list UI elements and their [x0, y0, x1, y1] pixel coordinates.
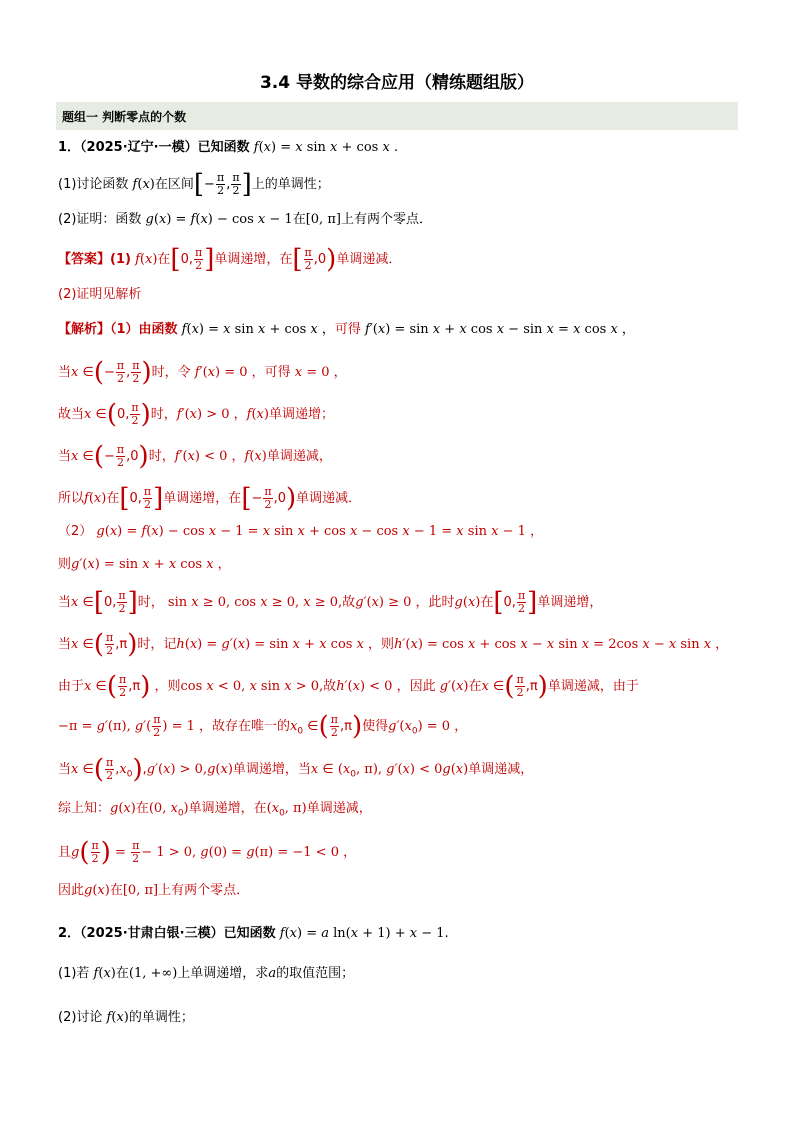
solution-line-15: 因此g(x)在[0, π]上有两个零点． [58, 883, 250, 898]
solution-line-11: −π = g′(π), g′( $\frac{\pi}{2}$ ) = 1 ，故存在唯一的$x_0$ ∈( $\frac{\pi}{2}$ ,π)使得$g'(x_0) = 0$ ， [58, 711, 468, 742]
problem-1-part-2: (2)证明：函数 g(x) = f(x) − cos x − 1在[0, π]上有两个零点． [58, 212, 432, 227]
solution-line-8: 当x ∈[0, $\frac{\pi}{2}$ ]时， sin x ≥ 0, cos x ≥ 0, x ≥ 0,故g′(x) ≥ 0 ，此时g(x)在[0, $\frac{\pi}{2}$ ]单调递增， [58, 587, 603, 618]
problem-1-statement: 1．（2025·辽宁·一模）已知函数 f(x) = x sin x + cos x . [58, 140, 399, 155]
solution-line-9: 当x ∈( $\frac{\pi}{2}$ ,π)时，记h(x) = g′(x) = sin x + x cos x ，则h′(x) = cos x + cos x − x sin x = 2cos x − x sin x ， [58, 629, 729, 660]
solution-line-10: 由于x ∈( $\frac{\pi}{2}$ ,π) ，则cos x < 0, x sin x > 0,故h′(x) < 0 ，因此 g′(x)在x ∈( $\frac{\pi}{2}$ ,π)单调递减，由于 [58, 671, 639, 702]
page-title: 3.4 导数的综合应用（精练题组版） [259, 73, 535, 93]
solution-line-2: 当x ∈(− $\frac{\pi}{2}$ , $\frac{\pi}{2}$ )时，令 f′(x) = 0 ，可得 x = 0 ， [58, 357, 347, 388]
problem-2-part-2: (2)讨论 f(x)的单调性； [58, 1010, 194, 1025]
problem-2-statement: 2．（2025·甘肃白银·三模）已知函数 f(x) = a ln(x + 1) + x − 1. [58, 926, 449, 941]
solution-line-12: 当x ∈( $\frac{\pi}{2}$ $,x_0),g'(x) > 0,g(x)$单调递增，当x ∈ ($x_0$, π), g′(x) < 0g(x)单调递减， [58, 754, 534, 785]
solution-line-5: 所以f(x)在[0, $\frac{\pi}{2}$ ]单调递增，在[− $\frac{\pi}{2}$ ,0)单调递减． [58, 483, 362, 514]
solution-line-13: 综上知：g(x)在(0, $x_0$)单调递增，在($x_0$, π)单调递减， [58, 801, 372, 819]
solution-line-6: （2） g(x) = f(x) − cos x − 1 = x sin x + cos x − cos x − 1 = x sin x − 1 ， [58, 524, 544, 539]
section-header [56, 102, 738, 130]
solution-line-3: 故当x ∈(0, $\frac{\pi}{2}$ )时，f′(x) > 0 ，f(x)单调递增； [58, 399, 334, 430]
solution-line-1: 【解析】（1）由函数 f(x) = x sin x + cos x ，可得 f′(x) = sin x + x cos x − sin x = x cos x ， [58, 322, 635, 337]
solution-line-4: 当x ∈(− $\frac{\pi}{2}$ ,0)时，f′(x) < 0 ，f(x)单调递减， [58, 441, 332, 472]
problem-2-part-1: (1)若 f(x)在(1, +∞)上单调递增，求a的取值范围； [58, 966, 355, 981]
answer-2: (2)证明见解析 [58, 287, 142, 302]
solution-line-7: 则g′(x) = sin x + x cos x ， [58, 557, 231, 572]
section-title: 题组一 判断零点的个数 [62, 110, 187, 124]
answer-1: 【答案】(1) f(x)在[0, $\frac{\pi}{2}$ ]单调递增，在[ $\frac{\pi}{2}$ ,0)单调递减． [58, 244, 402, 275]
solution-line-14: 且g( $\frac{\pi}{2}$ ) = $\frac{\pi}{2}$ − 1 > 0, g(0) = g(π) = −1 < 0 ， [58, 837, 357, 868]
problem-1-part-1: (1)讨论函数 f(x)在区间[− $\frac{\pi}{2}$ , $\frac{\pi}{2}$ ]上的单调性； [58, 169, 330, 200]
